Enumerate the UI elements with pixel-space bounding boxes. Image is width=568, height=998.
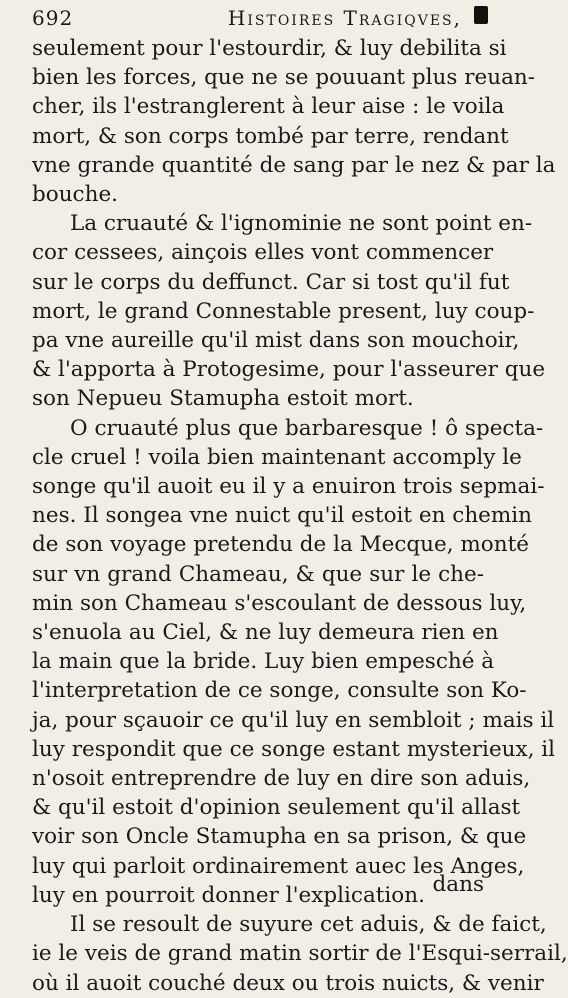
text-line: l'interpretation de ce songe, consulte son Ko-: [32, 678, 527, 704]
text-line: Il se resoult de suyure cet aduis, & de faict,: [70, 912, 547, 938]
text-line: mort, le grand Connestable present, luy coup-: [32, 298, 535, 324]
body-text: [32, 34, 568, 998]
running-title: Histoires Tragiqves,: [227, 6, 462, 30]
text-line: & l'apporta à Protogesime, pour l'asseurer que: [32, 357, 546, 383]
text-line: où il auoit couché deux ou trois nuicts, & venir: [32, 970, 544, 996]
page-number: 692: [32, 6, 74, 30]
ornament-mark: [474, 6, 488, 24]
catchword: dans: [432, 872, 484, 897]
text-line: n'osoit entreprendre de luy en dire son aduis,: [32, 766, 531, 792]
text-line: ie le veis de grand matin sortir de l'Esqui-serrail,: [32, 941, 568, 967]
text-line: vne grande quantité de sang par le nez & par la: [32, 152, 556, 178]
text-line: de son voyage pretendu de la Mecque, monté: [32, 532, 529, 558]
text-line: La cruauté & l'ignominie ne sont point en-: [70, 211, 533, 237]
text-line: & qu'il estoit d'opinion seulement qu'il allast: [32, 795, 521, 821]
text-line: voir son Oncle Stamupha en sa prison, & que: [32, 824, 527, 850]
text-line: pa vne aureille qu'il mist dans son mouchoir,: [32, 328, 520, 354]
text-line: luy qui parloit ordinairement auec les Anges,: [32, 853, 525, 879]
paragraph: [32, 414, 556, 910]
text-line: cor cessees, ainçois elles vont commencer: [32, 240, 494, 266]
text-line: sur vn grand Chameau, & que sur le che-: [32, 561, 484, 587]
text-line: nes. Il songea vne nuict qu'il estoit en chemin: [32, 503, 533, 529]
text-line: luy en pourroit donner l'explication.: [32, 882, 425, 908]
text-line: min son Chameau s'escoulant de dessous luy,: [32, 590, 527, 616]
text-line: ja, pour sçauoir ce qu'il luy en sembloit ; mais il: [32, 707, 555, 733]
text-line: cle cruel ! voila bien maintenant accomply le: [32, 444, 522, 470]
text-line: bien les forces, que ne se pouuant plus reuan-: [32, 65, 535, 91]
text-line: sur le corps du deffunct. Car si tost qu'il fut: [32, 269, 510, 295]
text-line: seulement pour l'estourdir, & luy debilita si: [32, 36, 507, 61]
text-line: la main que la bride. Luy bien empesché à: [32, 649, 495, 675]
page-header: [32, 6, 484, 34]
text-line: cher, ils l'estranglerent à leur aise : le voila: [32, 94, 505, 120]
text-line: mort, & son corps tombé par terre, rendant: [32, 123, 509, 149]
paragraph: [32, 910, 568, 998]
text-line: O cruauté plus que barbaresque ! ô specta-: [70, 415, 544, 441]
text-line: bouche.: [32, 182, 118, 208]
paragraph: [32, 209, 546, 413]
text-line: songe qu'il auoit eu il y a enuiron trois sepmai-: [32, 474, 545, 500]
text-line: s'enuola au Ciel, & ne luy demeura rien en: [32, 620, 499, 646]
paragraph: [32, 34, 556, 209]
text-line: luy respondit que ce songe estant mysterieux, il: [32, 736, 556, 762]
text-line: son Nepueu Stamupha estoit mort.: [32, 386, 414, 412]
